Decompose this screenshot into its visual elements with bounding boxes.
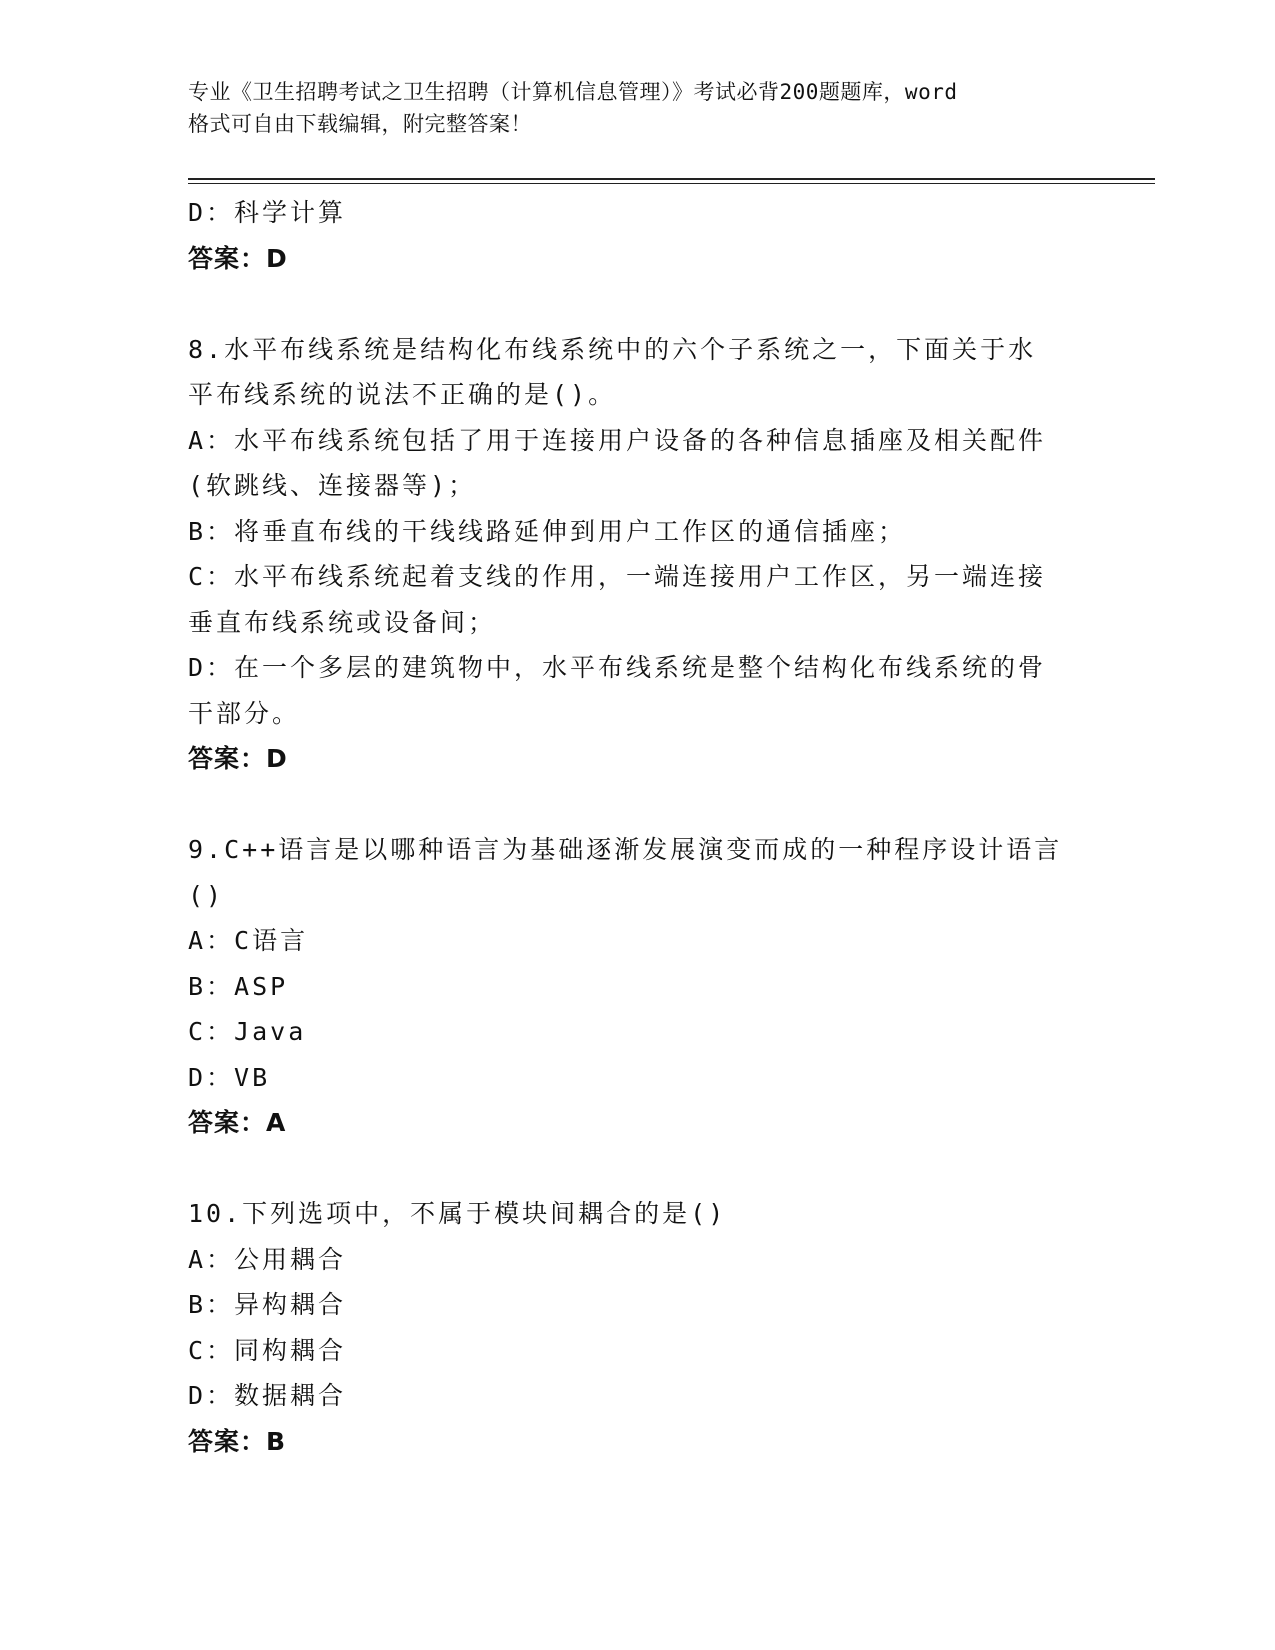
option-a-continued: (软跳线、连接器等)； xyxy=(188,471,477,500)
header-divider-thin xyxy=(188,183,1155,184)
option-c: C：Java xyxy=(188,1017,307,1046)
question-stem: 8.水平布线系统是结构化布线系统中的六个子系统之一，下面关于水 xyxy=(188,334,1037,364)
document-header xyxy=(188,76,1088,140)
spacer xyxy=(188,1146,1088,1192)
question-stem: 9.C++语言是以哪种语言为基础逐渐发展演变而成的一种程序设计语言 xyxy=(188,835,1063,864)
option-d: D：科学计算 xyxy=(188,198,347,227)
option-d: D：数据耦合 xyxy=(188,1381,347,1410)
spacer xyxy=(188,281,1088,327)
option-d-continued: 干部分。 xyxy=(188,698,301,728)
answer: 答案：B xyxy=(188,1426,287,1456)
question-9 xyxy=(188,827,1088,1146)
option-c-continued: 垂直布线系统或设备间； xyxy=(188,607,497,637)
previous-question-tail xyxy=(188,190,1088,281)
option-b: B：将垂直布线的干线线路延伸到用户工作区的通信插座； xyxy=(188,516,907,546)
spacer xyxy=(188,782,1088,828)
question-8 xyxy=(188,327,1088,782)
option-b: B：ASP xyxy=(188,971,289,1001)
option-d: D：在一个多层的建筑物中，水平布线系统是整个结构化布线系统的骨 xyxy=(188,653,1047,682)
header-line-2: 格式可自由下载编辑，附完整答案！ xyxy=(188,112,532,136)
question-content xyxy=(188,190,1088,1464)
option-d: D：VB xyxy=(188,1062,271,1092)
answer: 答案：A xyxy=(188,1108,287,1137)
answer: 答案：D xyxy=(188,744,288,773)
question-stem-continued: 平布线系统的说法不正确的是()。 xyxy=(188,380,617,409)
header-divider-thick xyxy=(188,178,1155,180)
header-line-1: 专业《卫生招聘考试之卫生招聘（计算机信息管理）》考试必背200题题库，word xyxy=(188,80,958,104)
question-stem-continued: () xyxy=(188,880,225,910)
option-b: B：异构耦合 xyxy=(188,1290,347,1319)
option-c: C：同构耦合 xyxy=(188,1335,347,1365)
question-10 xyxy=(188,1191,1088,1464)
question-stem: 10.下列选项中，不属于模块间耦合的是() xyxy=(188,1199,727,1228)
option-a: A：公用耦合 xyxy=(188,1244,347,1274)
option-a: A：C语言 xyxy=(188,926,309,955)
option-a: A：水平布线系统包括了用于连接用户设备的各种信息插座及相关配件 xyxy=(188,425,1047,455)
answer: 答案：D xyxy=(188,243,288,273)
option-c: C：水平布线系统起着支线的作用，一端连接用户工作区，另一端连接 xyxy=(188,562,1047,591)
